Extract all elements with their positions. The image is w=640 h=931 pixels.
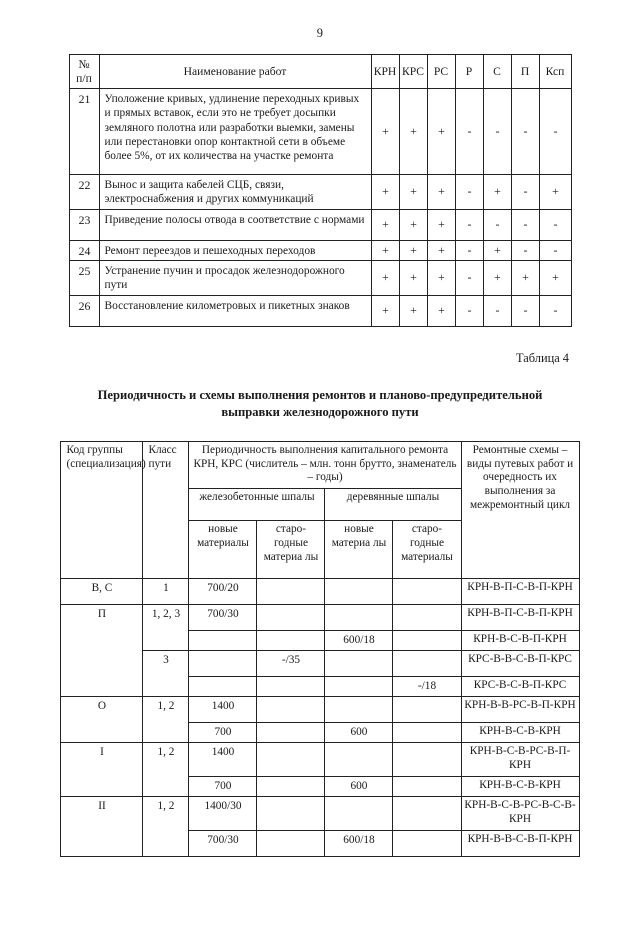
cell-concrete-used xyxy=(257,697,325,723)
column-header-concrete-sleepers: железобетонные шпалы xyxy=(189,489,325,521)
works-table-header-row xyxy=(69,55,571,89)
row-mark-r: - xyxy=(455,89,483,175)
column-header-repair-schemes: Ремонтные схемы – виды путевых работ и очередность их выполнения за межремонтный цикл xyxy=(461,441,579,578)
row-work-name: Устранение пучин и просадок железнодорожного пути xyxy=(99,261,371,295)
cell-wooden-new: 600/18 xyxy=(325,631,393,651)
row-number: 22 xyxy=(69,175,99,209)
cell-repair-scheme: КРН-В-П-С-В-П-КРН xyxy=(461,605,579,631)
row-mark-ksp: - xyxy=(539,240,571,261)
cell-concrete-used xyxy=(257,723,325,743)
table-row xyxy=(69,295,571,326)
row-mark-s: - xyxy=(483,209,511,240)
row-number: 21 xyxy=(69,89,99,175)
row-work-name: Вынос и защита кабелей СЦБ, связи, электроснабжения и других коммуникаций xyxy=(99,175,371,209)
row-mark-krs: + xyxy=(399,240,427,261)
row-mark-rs: + xyxy=(427,209,455,240)
row-mark-rs: + xyxy=(427,240,455,261)
row-mark-krs: + xyxy=(399,261,427,295)
cell-wooden-used: -/18 xyxy=(393,677,461,697)
column-header-number-line1: № xyxy=(78,58,90,71)
row-mark-p: - xyxy=(511,175,539,209)
cell-concrete-new: 700/20 xyxy=(189,579,257,605)
row-mark-s: + xyxy=(483,175,511,209)
cell-track-class: 1, 2, 3 xyxy=(143,605,189,651)
cell-code-group: О xyxy=(61,697,143,743)
row-mark-p: - xyxy=(511,295,539,326)
column-header-rs: РС xyxy=(427,55,455,89)
cell-repair-scheme: КРН-В-С-В-КРН xyxy=(461,777,579,797)
cell-wooden-used xyxy=(393,605,461,631)
table-row xyxy=(69,240,571,261)
row-mark-krn: + xyxy=(371,89,399,175)
cell-concrete-new xyxy=(189,651,257,677)
cell-concrete-new: 1400 xyxy=(189,697,257,723)
cell-wooden-new xyxy=(325,605,393,631)
row-number: 25 xyxy=(69,261,99,295)
cell-repair-scheme: КРН-В-С-В-КРН xyxy=(461,723,579,743)
table-row xyxy=(69,175,571,209)
cell-code-group: В, С xyxy=(61,579,143,605)
cell-concrete-new xyxy=(189,631,257,651)
cell-repair-scheme: КРН-В-С-В-РС-В-С-В-КРН xyxy=(461,797,579,831)
row-mark-r: - xyxy=(455,240,483,261)
cell-concrete-used xyxy=(257,605,325,631)
cell-concrete-used: -/35 xyxy=(257,651,325,677)
periodicity-table xyxy=(60,441,579,857)
cell-track-class: 3 xyxy=(143,651,189,697)
cell-concrete-new: 700/30 xyxy=(189,830,257,856)
row-mark-s: - xyxy=(483,89,511,175)
column-header-used-materials-concrete: старо- годные материа лы xyxy=(257,521,325,579)
page-title xyxy=(85,387,555,421)
cell-wooden-used xyxy=(393,830,461,856)
cell-concrete-used xyxy=(257,797,325,831)
row-work-name: Уположение кривых, удлинение переходных кривых и прямых вставок, если это не требует досыпки земляного полотна или разработки выемки, замены или перестановки опор контактной сети в объеме более 5%, от их количества на участке ремонта xyxy=(99,89,371,175)
cell-concrete-used xyxy=(257,743,325,777)
cell-wooden-used xyxy=(393,777,461,797)
periodicity-header-row-1 xyxy=(61,441,579,488)
column-header-wooden-sleepers: деревянные шпалы xyxy=(325,489,461,521)
cell-concrete-new: 700/30 xyxy=(189,605,257,631)
cell-wooden-new xyxy=(325,651,393,677)
column-header-krn: КРН xyxy=(371,55,399,89)
cell-concrete-used xyxy=(257,579,325,605)
cell-concrete-new: 1400/30 xyxy=(189,797,257,831)
row-mark-rs: + xyxy=(427,89,455,175)
row-mark-p: - xyxy=(511,209,539,240)
column-header-s: С xyxy=(483,55,511,89)
cell-wooden-new xyxy=(325,579,393,605)
table-row xyxy=(69,261,571,295)
cell-wooden-new xyxy=(325,697,393,723)
cell-track-class: 1, 2 xyxy=(143,797,189,857)
cell-concrete-new xyxy=(189,677,257,697)
column-header-r: Р xyxy=(455,55,483,89)
cell-wooden-new xyxy=(325,797,393,831)
cell-wooden-used xyxy=(393,651,461,677)
column-header-used-materials-wooden: старо- годные материалы xyxy=(393,521,461,579)
cell-wooden-new: 600/18 xyxy=(325,830,393,856)
column-header-periodicity: Периодичность выполнения капитального ремонта КРН, КРС (числитель – млн. тонн брутто, знаменатель – годы) xyxy=(189,441,461,488)
row-mark-ksp: + xyxy=(539,175,571,209)
cell-repair-scheme: КРН-В-С-В-П-КРН xyxy=(461,631,579,651)
row-mark-s: + xyxy=(483,240,511,261)
column-header-p: П xyxy=(511,55,539,89)
document-page xyxy=(0,26,640,931)
row-mark-r: - xyxy=(455,261,483,295)
row-number: 24 xyxy=(69,240,99,261)
column-header-work-name: Наименование работ xyxy=(99,55,371,89)
row-mark-krs: + xyxy=(399,295,427,326)
column-header-number xyxy=(69,55,99,89)
column-header-new-materials-wooden: новые материа лы xyxy=(325,521,393,579)
row-mark-p: - xyxy=(511,89,539,175)
table-row xyxy=(61,797,579,831)
row-mark-krs: + xyxy=(399,175,427,209)
cell-wooden-used xyxy=(393,743,461,777)
cell-wooden-used xyxy=(393,579,461,605)
table-row xyxy=(61,579,579,605)
table-caption: Таблица 4 xyxy=(516,350,569,365)
row-mark-r: - xyxy=(455,175,483,209)
cell-code-group: П xyxy=(61,605,143,697)
cell-repair-scheme: КРН-В-С-В-РС-В-П-КРН xyxy=(461,743,579,777)
row-work-name: Восстановление километровых и пикетных знаков xyxy=(99,295,371,326)
row-work-name: Ремонт переездов и пешеходных переходов xyxy=(99,240,371,261)
cell-wooden-new xyxy=(325,743,393,777)
row-mark-ksp: - xyxy=(539,89,571,175)
column-header-krs: КРС xyxy=(399,55,427,89)
cell-wooden-used xyxy=(393,723,461,743)
cell-track-class: 1, 2 xyxy=(143,697,189,743)
cell-code-group: I xyxy=(61,743,143,797)
cell-concrete-new: 1400 xyxy=(189,743,257,777)
column-header-number-line2: п/п xyxy=(76,71,92,85)
cell-wooden-used xyxy=(393,631,461,651)
cell-code-group: II xyxy=(61,797,143,857)
periodicity-table-body xyxy=(61,579,579,857)
page-number: 9 xyxy=(316,26,324,40)
cell-repair-scheme: КРН-В-В-РС-В-П-КРН xyxy=(461,697,579,723)
row-mark-rs: + xyxy=(427,261,455,295)
cell-concrete-used xyxy=(257,777,325,797)
row-mark-r: - xyxy=(455,209,483,240)
cell-wooden-new xyxy=(325,677,393,697)
table-row xyxy=(61,605,579,631)
row-number: 23 xyxy=(69,209,99,240)
cell-wooden-new: 600 xyxy=(325,777,393,797)
row-mark-ksp: - xyxy=(539,209,571,240)
row-mark-ksp: + xyxy=(539,261,571,295)
cell-repair-scheme: КРН-В-П-С-В-П-КРН xyxy=(461,579,579,605)
row-mark-krs: + xyxy=(399,89,427,175)
cell-repair-scheme: КРН-В-В-С-В-П-КРН xyxy=(461,830,579,856)
row-mark-r: - xyxy=(455,295,483,326)
column-header-track-class: Класс пути xyxy=(143,441,189,578)
column-header-ksp: Ксп xyxy=(539,55,571,89)
page-title-line1: Периодичность и схемы выполнения ремонтов и планово-предупредительной xyxy=(97,387,543,402)
cell-wooden-used xyxy=(393,697,461,723)
cell-concrete-used xyxy=(257,830,325,856)
table-row xyxy=(61,743,579,777)
table-row xyxy=(61,697,579,723)
row-mark-s: - xyxy=(483,295,511,326)
column-header-new-materials-concrete: новые материалы xyxy=(189,521,257,579)
cell-wooden-used xyxy=(393,797,461,831)
works-table-body xyxy=(69,89,571,326)
row-mark-krn: + xyxy=(371,295,399,326)
cell-concrete-used xyxy=(257,677,325,697)
row-mark-p: - xyxy=(511,240,539,261)
cell-repair-scheme: КРС-В-С-В-П-КРС xyxy=(461,677,579,697)
row-mark-ksp: - xyxy=(539,295,571,326)
table-row xyxy=(69,209,571,240)
row-mark-rs: + xyxy=(427,295,455,326)
works-table xyxy=(69,54,572,327)
row-mark-rs: + xyxy=(427,175,455,209)
page-title-line2: выправки железнодорожного пути xyxy=(221,404,419,419)
table-row xyxy=(69,89,571,175)
row-mark-krn: + xyxy=(371,240,399,261)
row-mark-krn: + xyxy=(371,209,399,240)
cell-concrete-used xyxy=(257,631,325,651)
row-work-name: Приведение полосы отвода в соответствие с нормами xyxy=(99,209,371,240)
cell-concrete-new: 700 xyxy=(189,777,257,797)
row-mark-krn: + xyxy=(371,261,399,295)
row-mark-p: + xyxy=(511,261,539,295)
row-number: 26 xyxy=(69,295,99,326)
column-header-code-group: Код группы (специализация) xyxy=(61,441,143,578)
cell-track-class: 1, 2 xyxy=(143,743,189,797)
row-mark-krn: + xyxy=(371,175,399,209)
cell-track-class: 1 xyxy=(143,579,189,605)
cell-repair-scheme: КРС-В-В-С-В-П-КРС xyxy=(461,651,579,677)
cell-wooden-new: 600 xyxy=(325,723,393,743)
row-mark-krs: + xyxy=(399,209,427,240)
row-mark-s: + xyxy=(483,261,511,295)
cell-concrete-new: 700 xyxy=(189,723,257,743)
